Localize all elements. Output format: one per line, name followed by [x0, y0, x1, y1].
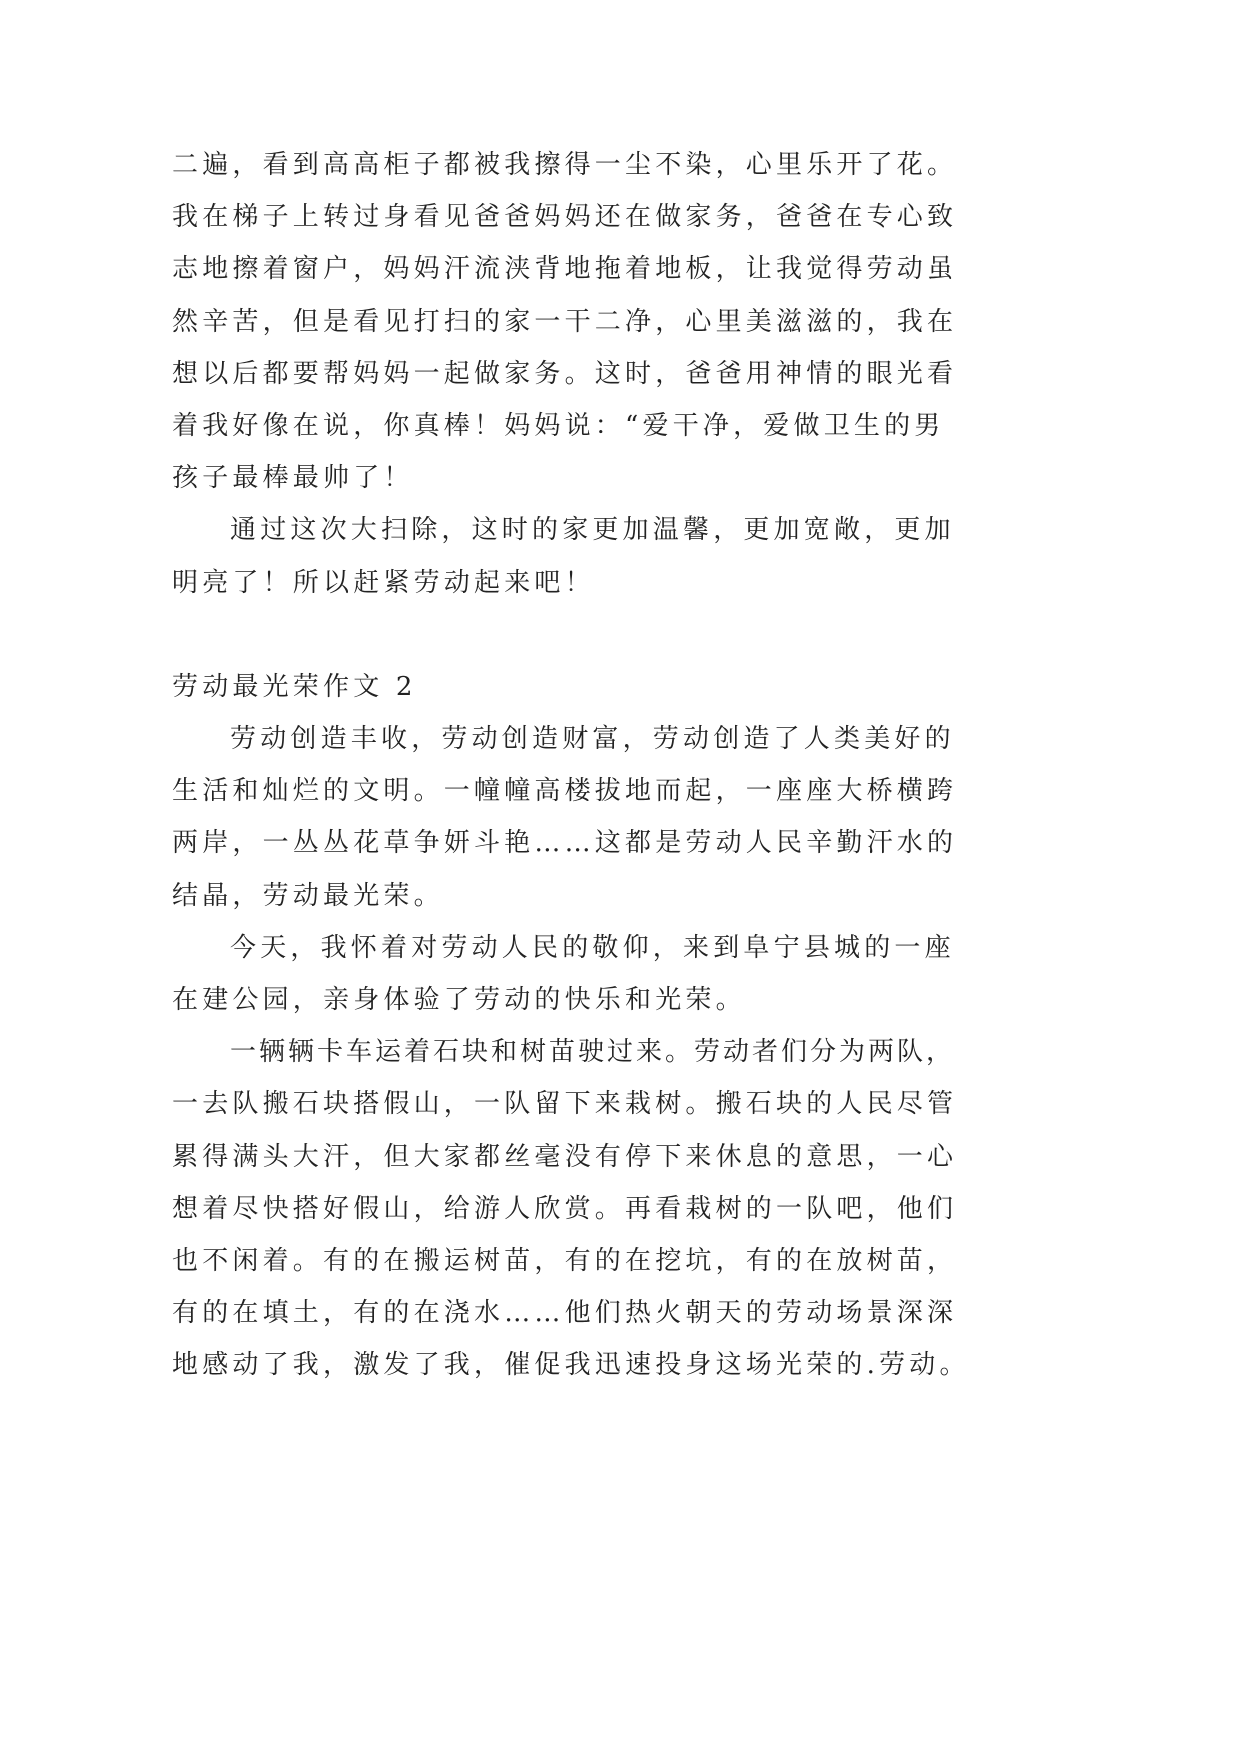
- text-line: 然辛苦，但是看见打扫的家一干二净，心里美滋滋的，我在: [172, 306, 958, 337]
- text-line: 在建公园，亲身体验了劳动的快乐和光荣。: [172, 985, 746, 1015]
- paragraph: [172, 1026, 1072, 1391]
- text-line: 想着尽快搭好假山，给游人欣赏。再看栽树的一队吧，他们: [172, 1193, 958, 1224]
- text-line: 着我好像在说，你真棒！妈妈说：“爱干净，爱做卫生的男: [172, 410, 945, 441]
- text-line: 今天，我怀着对劳动人民的敬仰，来到阜宁县城的一座: [230, 932, 955, 963]
- text-line: 孩子最棒最帅了！: [172, 463, 414, 494]
- text-line: 也不闲着。有的在搬运树苗，有的在挖坑，有的在放树苗，: [172, 1245, 958, 1276]
- text-line: 一辆辆卡车运着石块和树苗驶过来。劳动者们分为两队，: [230, 1037, 956, 1068]
- text-line: 二遍，看到高高柜子都被我擦得一尘不染，心里乐开了花。: [172, 150, 958, 180]
- text-line: 累得满头大汗，但大家都丝毫没有停下来休息的意思，一心: [172, 1141, 958, 1172]
- document-body: [172, 139, 1072, 1392]
- text-line: 一去队搬石块搭假山，一队留下来栽树。搬石块的人民尽管: [172, 1089, 958, 1120]
- text-line: 地感动了我，激发了我，催促我迅速投身这场光荣的.劳动。: [172, 1350, 970, 1381]
- essay-title: 劳动最光荣作文 2: [172, 671, 417, 702]
- text-line: 明亮了！所以赶紧劳动起来吧！: [172, 567, 595, 598]
- text-line: 生活和灿烂的文明。一幢幢高楼拔地而起，一座座大桥横跨: [172, 776, 958, 807]
- text-line: 有的在填土，有的在浇水……他们热火朝天的劳动场景深深: [172, 1298, 958, 1329]
- paragraph: [172, 922, 1072, 1026]
- paragraph: [172, 504, 1072, 608]
- text-line: 通过这次大扫除，这时的家更加温馨，更加宽敞，更加: [230, 515, 955, 546]
- paragraph: [172, 713, 1072, 922]
- text-line: 两岸，一丛丛花草争妍斗艳……这都是劳动人民辛勤汗水的: [172, 828, 958, 859]
- text-line: 结晶，劳动最光荣。: [172, 880, 444, 911]
- paragraph: [172, 139, 1072, 504]
- text-line: 志地擦着窗户，妈妈汗流浃背地拖着地板，让我觉得劳动虽: [172, 254, 958, 285]
- text-line: 劳动创造丰收，劳动创造财富，劳动创造了人类美好的: [230, 724, 955, 755]
- text-line: 我在梯子上转过身看见爸爸妈妈还在做家务，爸爸在专心致: [172, 202, 958, 233]
- text-line: 想以后都要帮妈妈一起做家务。这时，爸爸用神情的眼光看: [172, 358, 958, 389]
